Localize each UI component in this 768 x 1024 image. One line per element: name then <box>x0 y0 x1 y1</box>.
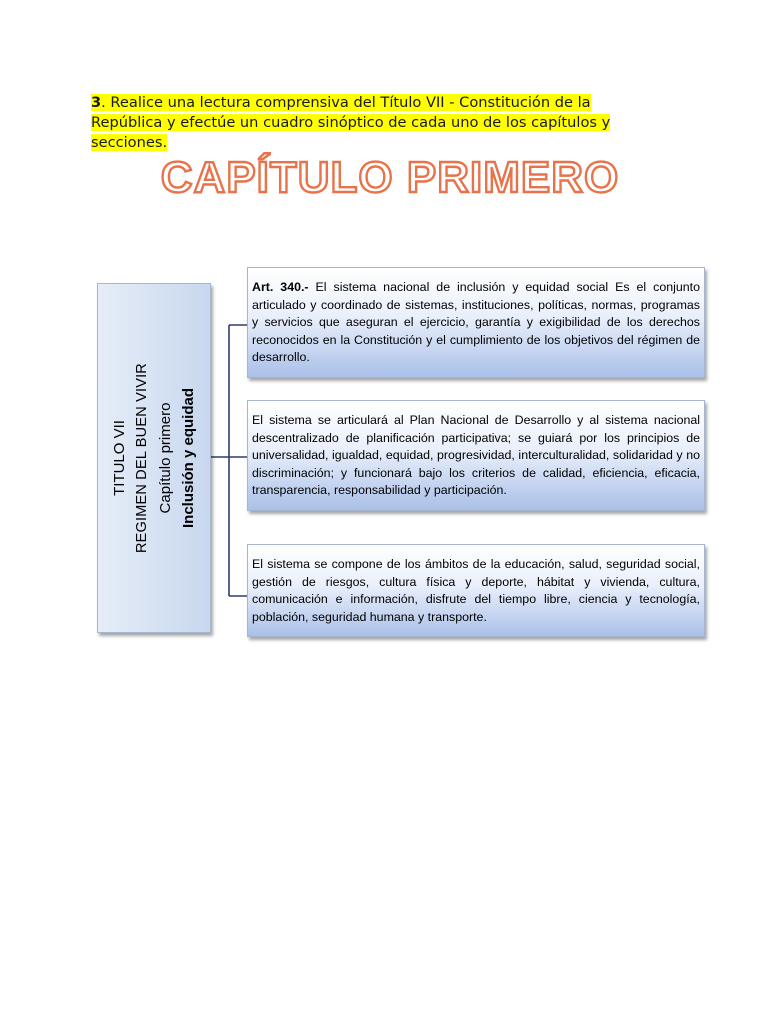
chapter-heading-text: CAPÍTULO PRIMERO <box>160 153 620 202</box>
instruction-text: . Realice una lectura comprensiva del Título VII - Constitución de la República y efectúe un cuadro sinóptico de cada uno de los capítulos y secciones. <box>91 94 611 151</box>
content-box-article <box>247 267 705 378</box>
composition-text: El sistema se compone de los ámbitos de la educación, salud, seguridad social, gestión de riesgos, cultura física y deporte, hábitat y vivienda, cultura, comunicación e información, disfrute del tiempo libre, ciencia y tecnología, población, seguridad humana y transporte. <box>252 557 700 624</box>
topic-line: Inclusión y equidad <box>180 387 197 529</box>
articulation-text: El sistema se articulará al Plan Nacional de Desarrollo y al sistema nacional descentralizado de planificación participativa; se guiará por los principios de universalidad, igualdad, equidad, progresividad, interculturalidad, solidaridad y no discriminación; y funcionará bajo los criterios de calidad, eficiencia, eficacia, transparencia, responsabilidad y participación. <box>252 413 700 497</box>
article-label: Art. 340.- <box>252 280 309 294</box>
chapter-line: Capítulo primero <box>157 402 174 514</box>
title-box <box>97 283 211 633</box>
title-line: TITULO VII <box>111 420 128 496</box>
article-text: El sistema nacional de inclusión y equidad social Es el conjunto articulado y coordinado de sistemas, instituciones, políticas, normas, programas y servicios que aseguran el ejercicio, garantía y exigibilidad de los derechos reconocidos en la Constitución y el cumplimiento de los objetivos del régimen de desarrollo. <box>252 280 700 364</box>
content-box-composition <box>247 544 705 637</box>
regime-line: REGIMEN DEL BUEN VIVIR <box>134 363 150 553</box>
content-box-articulation <box>247 400 705 511</box>
instruction-number: 3 <box>91 94 102 111</box>
